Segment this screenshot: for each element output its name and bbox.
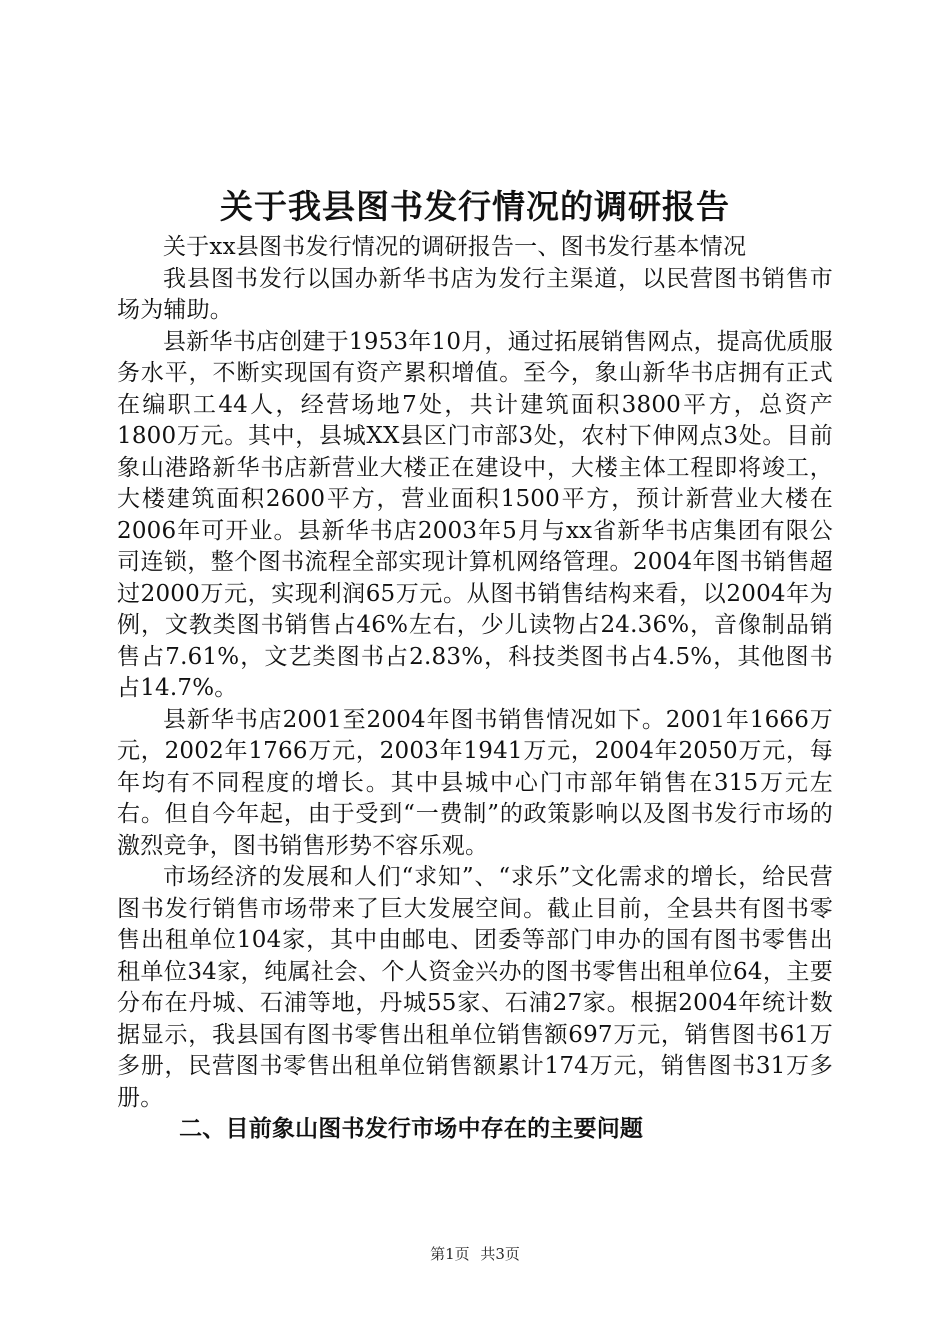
section-heading: 二、目前象山图书发行市场中存在的主要问题 [179, 1116, 644, 1142]
paragraph-private-market: 市场经济的发展和人们“求知”、“求乐”文化需求的增长，给民营图书发行销售市场带来了巨大发展空间。截止目前，全县共有图书零售出租单位104家，其中由邮电、团委等部门申办的国有图书零售出租单位34家，纯属社会、个人资金兴办的图书零售出租单位64，主要分布在丹城、石浦等地，丹城55家、石浦27家。根据2004年统计数据显示，我县国有图书零售出租单位销售额697万元，销售图书61万多册，民营图书零售出租单位销售额累计174万元，销售图书31万多册。 [117, 864, 833, 1111]
paragraph-overview: 我县图书发行以国办新华书店为发行主渠道，以民营图书销售市场为辅助。 [117, 265, 833, 323]
page-number: 第1页 [430, 1245, 470, 1263]
paragraph-sales-history: 县新华书店2001至2004年图书销售情况如下。2001年1666万元，2002年1766万元，2003年1941万元，2004年2050万元，每年均有不同程度的增长。其中县城中心门市部年销售在315万元左右。但自今年起，由于受到“一费制”的政策影响以及图书发行市场的激烈竞争，图书销售形势不容乐观。 [117, 706, 833, 859]
paragraph-intro-heading: 关于xx县图书发行情况的调研报告一、图书发行基本情况 [163, 234, 747, 260]
paragraph-xinhua-bookstore: 县新华书店创建于1953年10月，通过拓展销售网点，提高优质服务水平，不断实现国有资产累积增值。至今，象山新华书店拥有正式在编职工44人，经营场地7处，共计建筑面积3800平方，总资产1800万元。其中，县城XX县区门市部3处，农村下伸网点3处。目前象山港路新华书店新营业大楼正在建设中，大楼主体工程即将竣工，大楼建筑面积2600平方，营业面积1500平方，预计新营业大楼在2006年可开业。县新华书店2003年5月与xx省新华书店集团有限公司连锁，整个图书流程全部实现计算机网络管理。2004年图书销售超过2000万元，实现利润65万元。从图书销售结构来看，以2004年为例，文教类图书销售占46%左右，少儿读物占24.36%，音像制品销售占7.61%，文艺类图书占2.83%，科技类图书占4.5%，其他图书占14.7%。 [117, 328, 833, 701]
document-body [117, 232, 833, 1146]
page-footer [0, 1244, 950, 1264]
page-total: 共3页 [480, 1245, 520, 1263]
document-title: 关于我县图书发行情况的调研报告 [220, 187, 730, 226]
